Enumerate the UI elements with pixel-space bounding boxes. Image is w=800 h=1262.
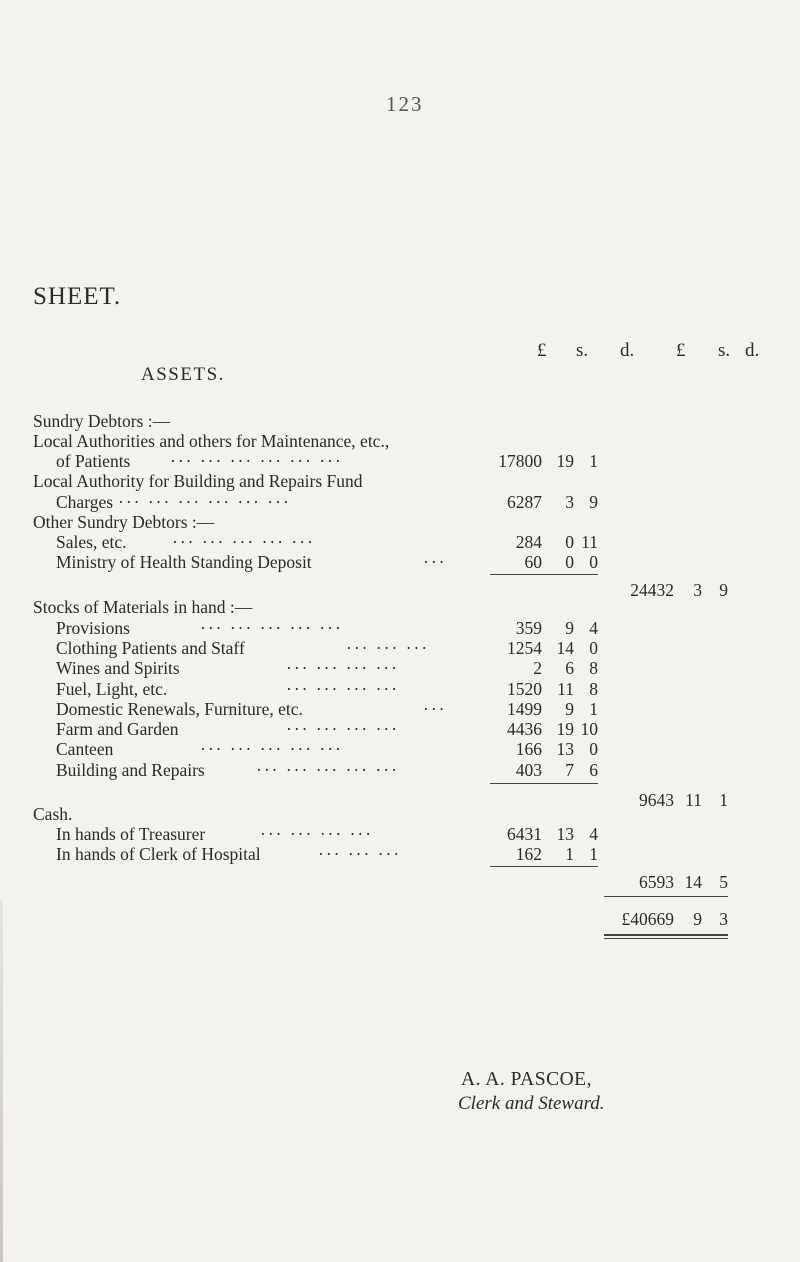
sundry-amount-l: 60 bbox=[524, 552, 542, 572]
header-shilling-2: s. bbox=[718, 340, 731, 361]
cash-total-s: 14 bbox=[684, 872, 702, 892]
sundry-amount-d: 0 bbox=[589, 552, 598, 572]
stock-amount-d: 0 bbox=[589, 739, 598, 759]
sundry-line3: Other Sundry Debtors :— bbox=[33, 512, 215, 532]
header-pence-1: d. bbox=[620, 340, 635, 361]
stock-amount-d: 10 bbox=[580, 719, 598, 739]
leader-dots: ··· ··· ··· ··· ··· bbox=[200, 739, 343, 759]
stock-amount-l: 359 bbox=[515, 618, 542, 638]
double-rule-top bbox=[604, 934, 728, 936]
subtotal-rule bbox=[490, 866, 598, 867]
stock-amount-s: 13 bbox=[556, 739, 574, 759]
cash-amount-s: 1 bbox=[565, 844, 574, 864]
total-rule bbox=[604, 896, 728, 897]
sundry-line4: Sales, etc. bbox=[56, 532, 127, 552]
sundry-amount-l: 284 bbox=[515, 532, 542, 552]
sundry-line2a: Local Authority for Building and Repairs Fund bbox=[33, 471, 363, 491]
cash-amount-d: 1 bbox=[589, 844, 598, 864]
sundry-debtors-heading: Sundry Debtors :— bbox=[33, 411, 171, 431]
sundry-total-l: 24432 bbox=[630, 580, 674, 600]
grand-total-d: 3 bbox=[719, 909, 728, 929]
sundry-amount-l: 17800 bbox=[498, 451, 542, 471]
header-pound-2: £ bbox=[676, 340, 686, 361]
stock-amount-d: 4 bbox=[589, 618, 598, 638]
stock-amount-d: 8 bbox=[589, 679, 598, 699]
stock-amount-d: 1 bbox=[589, 699, 598, 719]
sundry-amount-d: 9 bbox=[589, 492, 598, 512]
header-pound-1: £ bbox=[537, 340, 547, 361]
leader-dots: ··· ··· ··· ··· bbox=[286, 679, 400, 699]
cash-amount-d: 4 bbox=[589, 824, 598, 844]
stock-amount-s: 11 bbox=[557, 679, 574, 699]
stock-amount-l: 403 bbox=[515, 760, 542, 780]
stock-amount-d: 0 bbox=[589, 638, 598, 658]
stock-item-label: Wines and Spirits bbox=[56, 658, 180, 678]
leader-dots: ··· ··· ··· ··· ··· ··· bbox=[118, 492, 291, 512]
cash-total-d: 5 bbox=[719, 872, 728, 892]
stock-amount-l: 1520 bbox=[507, 679, 542, 699]
grand-total-l: £40669 bbox=[621, 909, 674, 929]
leader-dots: ··· ··· ··· ··· ··· bbox=[172, 532, 315, 552]
cash-item-label: In hands of Treasurer bbox=[56, 824, 206, 844]
stocks-total-s: 11 bbox=[685, 790, 702, 810]
sundry-line1a: Local Authorities and others for Maintenance, etc., bbox=[33, 431, 390, 451]
stock-item-label: Canteen bbox=[56, 739, 114, 759]
sundry-amount-s: 0 bbox=[565, 552, 574, 572]
leader-dots: ··· ··· ··· bbox=[318, 844, 402, 864]
stocks-heading: Stocks of Materials in hand :— bbox=[33, 597, 253, 617]
stock-amount-s: 19 bbox=[556, 719, 574, 739]
cash-heading: Cash. bbox=[33, 804, 73, 824]
sundry-amount-d: 11 bbox=[581, 532, 598, 552]
signature-title: Clerk and Steward. bbox=[458, 1093, 605, 1114]
leader-dots: ··· ··· ··· ··· ··· bbox=[256, 760, 399, 780]
sundry-total-s: 3 bbox=[693, 580, 702, 600]
leader-dots: ··· ··· ··· ··· ··· bbox=[200, 618, 343, 638]
sundry-amount-l: 6287 bbox=[507, 492, 542, 512]
leader-dots: ··· ··· ··· ··· bbox=[286, 719, 400, 739]
cash-item-label: In hands of Clerk of Hospital bbox=[56, 844, 261, 864]
sundry-amount-d: 1 bbox=[589, 451, 598, 471]
stock-item-label: Clothing Patients and Staff bbox=[56, 638, 245, 658]
section-title: ASSETS. bbox=[141, 364, 225, 385]
stocks-total-l: 9643 bbox=[639, 790, 674, 810]
sundry-amount-s: 0 bbox=[565, 532, 574, 552]
stock-item-label: Domestic Renewals, Furniture, etc. bbox=[56, 699, 303, 719]
sundry-line5: Ministry of Health Standing Deposit bbox=[56, 552, 312, 572]
stock-item-label: Provisions bbox=[56, 618, 130, 638]
sundry-total-d: 9 bbox=[719, 580, 728, 600]
leader-dots: ··· bbox=[423, 699, 447, 719]
page-number: 123 bbox=[386, 92, 424, 116]
leader-dots: ··· ··· ··· ··· bbox=[286, 658, 400, 678]
stock-item-label: Building and Repairs bbox=[56, 760, 205, 780]
stock-amount-s: 14 bbox=[556, 638, 574, 658]
sheet-title: SHEET. bbox=[33, 283, 122, 310]
sundry-line1b: of Patients bbox=[56, 451, 131, 471]
stock-amount-s: 6 bbox=[565, 658, 574, 678]
double-rule-bottom bbox=[604, 938, 728, 939]
header-shilling-1: s. bbox=[576, 340, 589, 361]
stock-amount-l: 1254 bbox=[507, 638, 542, 658]
stock-amount-d: 6 bbox=[589, 760, 598, 780]
stock-amount-s: 9 bbox=[565, 618, 574, 638]
stock-amount-l: 4436 bbox=[507, 719, 542, 739]
stocks-total-d: 1 bbox=[719, 790, 728, 810]
page-edge-shadow bbox=[0, 900, 3, 1262]
sundry-amount-s: 19 bbox=[556, 451, 574, 471]
cash-amount-l: 6431 bbox=[507, 824, 542, 844]
leader-dots: ··· ··· ··· bbox=[346, 638, 430, 658]
cash-total-l: 6593 bbox=[639, 872, 674, 892]
stock-amount-d: 8 bbox=[589, 658, 598, 678]
grand-total-s: 9 bbox=[693, 909, 702, 929]
stock-amount-s: 9 bbox=[565, 699, 574, 719]
cash-amount-l: 162 bbox=[515, 844, 542, 864]
header-pence-2: d. bbox=[745, 340, 760, 361]
stock-amount-l: 1499 bbox=[507, 699, 542, 719]
stock-amount-s: 7 bbox=[565, 760, 574, 780]
stock-item-label: Fuel, Light, etc. bbox=[56, 679, 168, 699]
leader-dots: ··· ··· ··· ··· ··· ··· bbox=[170, 451, 343, 471]
signature-name: A. A. PASCOE, bbox=[461, 1069, 592, 1090]
leader-dots: ··· bbox=[423, 552, 447, 572]
leader-dots: ··· ··· ··· ··· bbox=[260, 824, 374, 844]
subtotal-rule bbox=[490, 783, 598, 784]
subtotal-rule bbox=[490, 574, 598, 575]
stock-item-label: Farm and Garden bbox=[56, 719, 179, 739]
stock-amount-l: 166 bbox=[515, 739, 542, 759]
stock-amount-l: 2 bbox=[533, 658, 542, 678]
sundry-amount-s: 3 bbox=[565, 492, 574, 512]
sundry-line2b: Charges bbox=[56, 492, 114, 512]
cash-amount-s: 13 bbox=[556, 824, 574, 844]
